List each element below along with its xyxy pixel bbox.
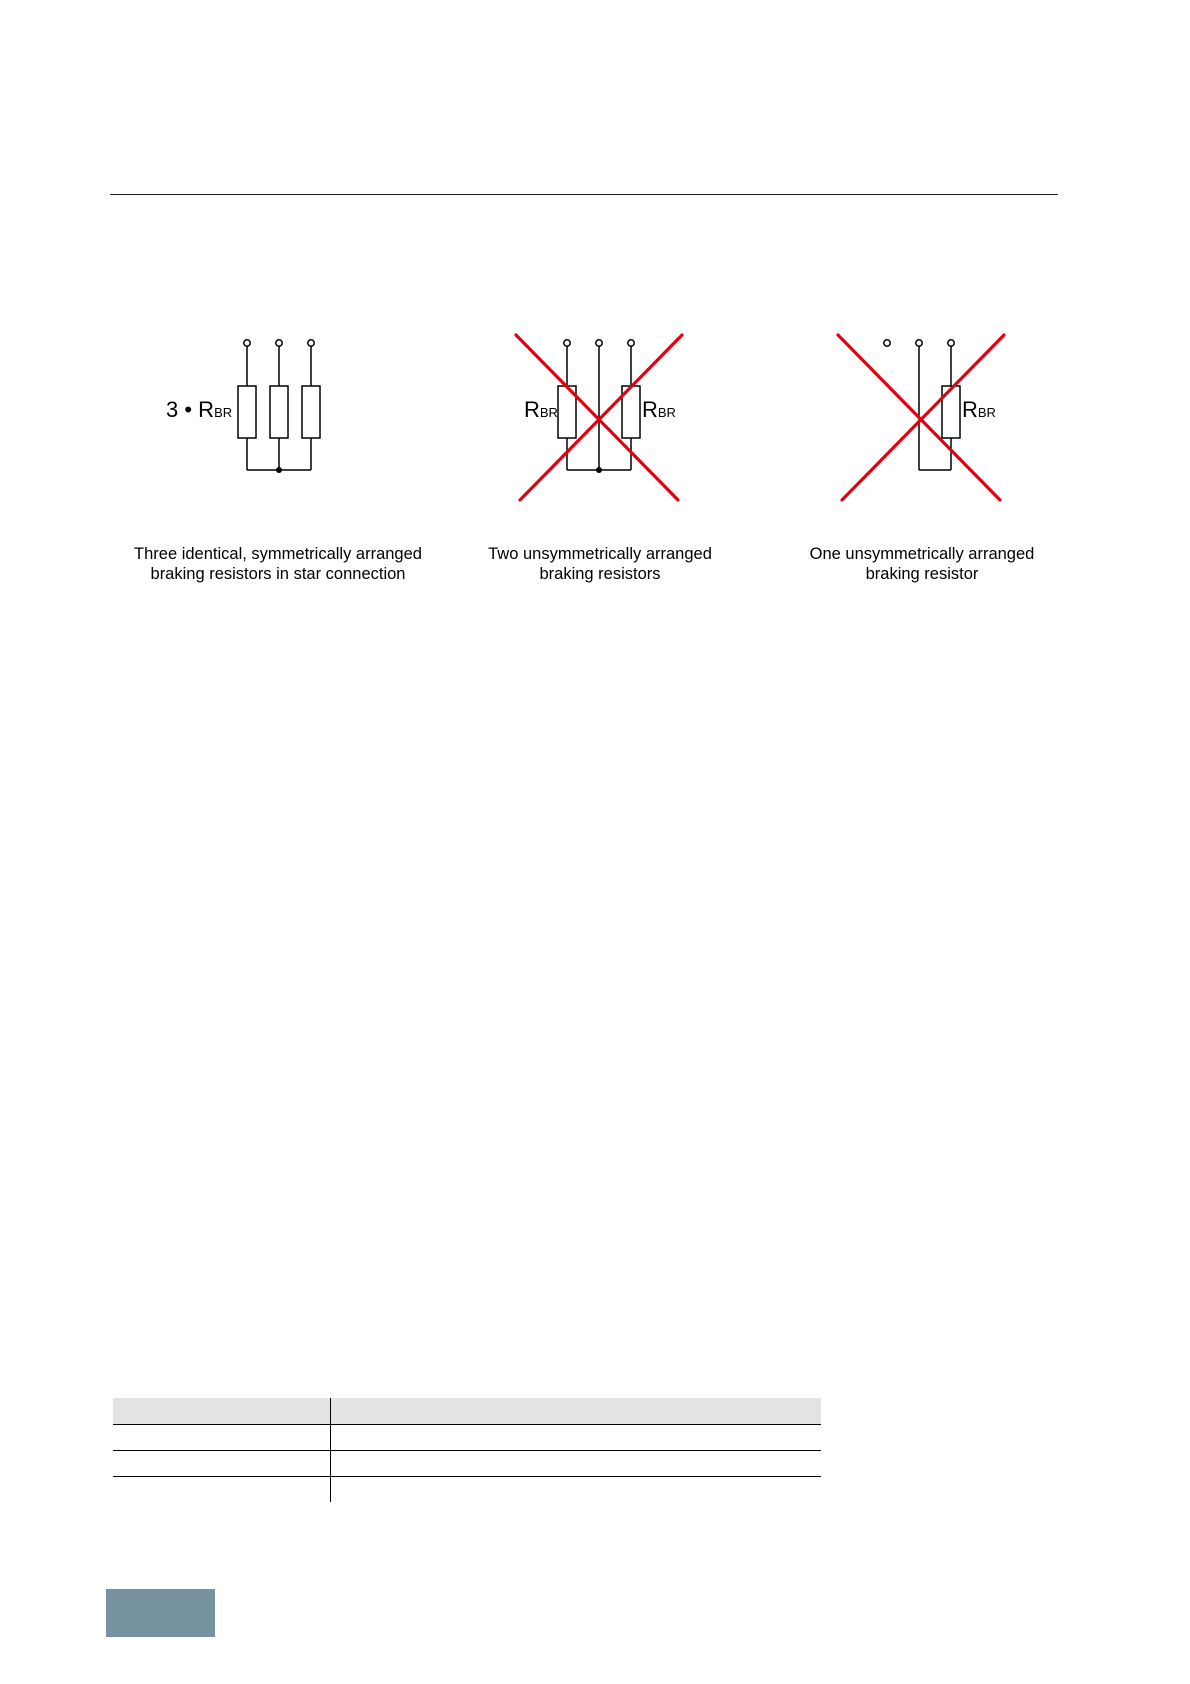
footer-page-tab xyxy=(106,1589,215,1637)
table-header-row xyxy=(113,1398,821,1425)
resistor-label-left: RBR xyxy=(524,397,558,422)
terminal-1 xyxy=(564,340,570,346)
header-rule xyxy=(110,194,1058,195)
caption-line: One unsymmetrically arranged xyxy=(809,545,1035,563)
terminal-3 xyxy=(308,340,314,346)
terminal-2 xyxy=(916,340,922,346)
circuit-two-resistors xyxy=(440,325,760,525)
table-cell xyxy=(113,1477,331,1503)
diagram-three-resistors xyxy=(120,325,440,525)
caption-one-resistor xyxy=(752,544,1092,584)
table-cell xyxy=(113,1425,331,1451)
caption-line: Three identical, symmetrically arranged xyxy=(134,545,422,563)
diagram-two-resistors xyxy=(440,325,760,525)
terminal-3 xyxy=(948,340,954,346)
terminal-1 xyxy=(244,340,250,346)
star-node xyxy=(596,467,602,473)
caption-line: braking resistor xyxy=(865,565,979,583)
table-row xyxy=(113,1477,821,1503)
resistor-label: 3 • RBR xyxy=(166,397,233,422)
resistor-label-right: RBR xyxy=(642,397,676,422)
resistor-2 xyxy=(270,386,288,438)
resistor-1 xyxy=(238,386,256,438)
terminal-3 xyxy=(628,340,634,346)
caption-line: braking resistors xyxy=(539,565,661,583)
caption-two-resistors xyxy=(430,544,770,584)
circuit-three-resistors xyxy=(120,325,440,525)
table-cell xyxy=(113,1451,331,1477)
table-cell xyxy=(331,1477,822,1503)
terminal-1 xyxy=(884,340,890,346)
table-cell xyxy=(331,1425,822,1451)
terminal-2 xyxy=(276,340,282,346)
table-row xyxy=(113,1425,821,1451)
star-node xyxy=(276,467,282,473)
table-cell xyxy=(331,1398,822,1425)
data-table xyxy=(113,1398,821,1502)
terminal-2 xyxy=(596,340,602,346)
circuit-one-resistor xyxy=(760,325,1080,525)
caption-three-resistors xyxy=(108,544,448,584)
table-row xyxy=(113,1451,821,1477)
table-cell xyxy=(331,1451,822,1477)
resistor-3 xyxy=(302,386,320,438)
diagram-one-resistor xyxy=(760,325,1080,525)
resistor-label: RBR xyxy=(962,397,996,422)
caption-line: braking resistors in star connection xyxy=(150,565,406,583)
table-cell xyxy=(113,1398,331,1425)
caption-line: Two unsymmetrically arranged xyxy=(488,545,712,563)
